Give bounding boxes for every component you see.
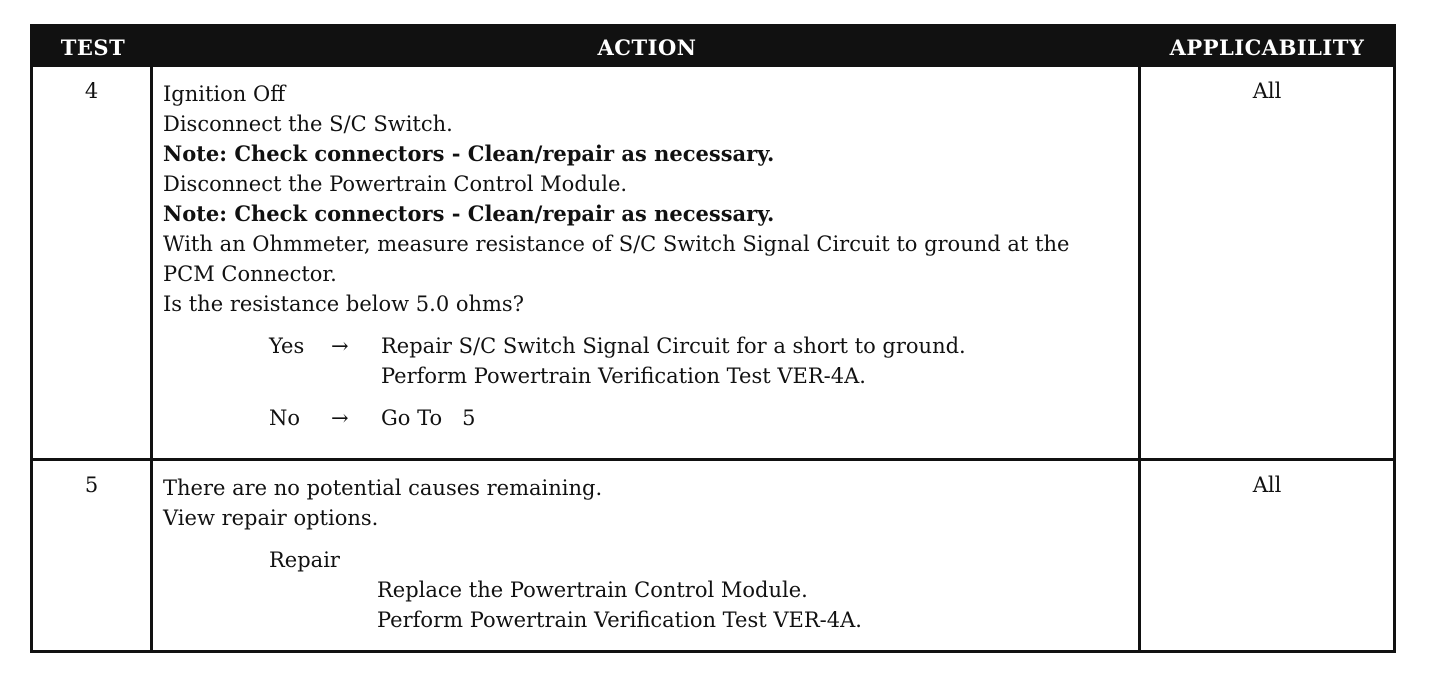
table-header — [33, 27, 1393, 67]
note-line: Note: Check connectors - Clean/repair as necessary. — [163, 141, 775, 166]
applicability-value: All — [1252, 79, 1282, 103]
applicability-value: All — [1252, 473, 1282, 497]
result-yes — [163, 331, 1130, 391]
header-test: TEST — [60, 34, 126, 60]
action-line: View repair options. — [163, 506, 379, 530]
action-line: There are no potential causes remaining. — [163, 476, 603, 500]
arrow-right-icon: → — [331, 406, 349, 430]
result-no — [163, 403, 1130, 433]
action-line: Disconnect the Powertrain Control Module. — [163, 172, 628, 196]
table-row-test-5 — [33, 458, 1393, 650]
table-row-test-4 — [33, 67, 1393, 458]
action-line: Disconnect the S/C Switch. — [163, 112, 453, 136]
test-number: 5 — [33, 461, 153, 650]
repair-item: Replace the Powertrain Control Module. — [377, 578, 808, 602]
action-line: With an Ohmmeter, measure resistance of S/C Switch Signal Circuit to ground at the — [163, 232, 1070, 256]
action-cell — [153, 461, 1141, 650]
no-label: No — [269, 406, 301, 430]
diagnostic-table — [30, 24, 1396, 653]
yes-action: Repair S/C Switch Signal Circuit for a short to ground. — [381, 334, 966, 358]
action-cell — [153, 67, 1141, 458]
go-to-link[interactable]: Go To 5 — [381, 406, 476, 430]
yes-action-2: Perform Powertrain Verification Test VER-4A. — [381, 364, 866, 388]
header-applicability: APPLICABILITY — [1169, 34, 1365, 60]
header-action: ACTION — [597, 34, 697, 60]
repair-item: Perform Powertrain Verification Test VER-4A. — [377, 608, 862, 632]
yes-label: Yes — [269, 334, 305, 358]
test-number: 4 — [33, 67, 153, 458]
repair-label: Repair — [269, 548, 340, 572]
question-line: Is the resistance below 5.0 ohms? — [163, 292, 524, 316]
arrow-right-icon: → — [331, 334, 349, 358]
action-line: PCM Connector. — [163, 262, 337, 286]
action-line: Ignition Off — [163, 82, 286, 106]
note-line: Note: Check connectors - Clean/repair as necessary. — [163, 201, 775, 226]
